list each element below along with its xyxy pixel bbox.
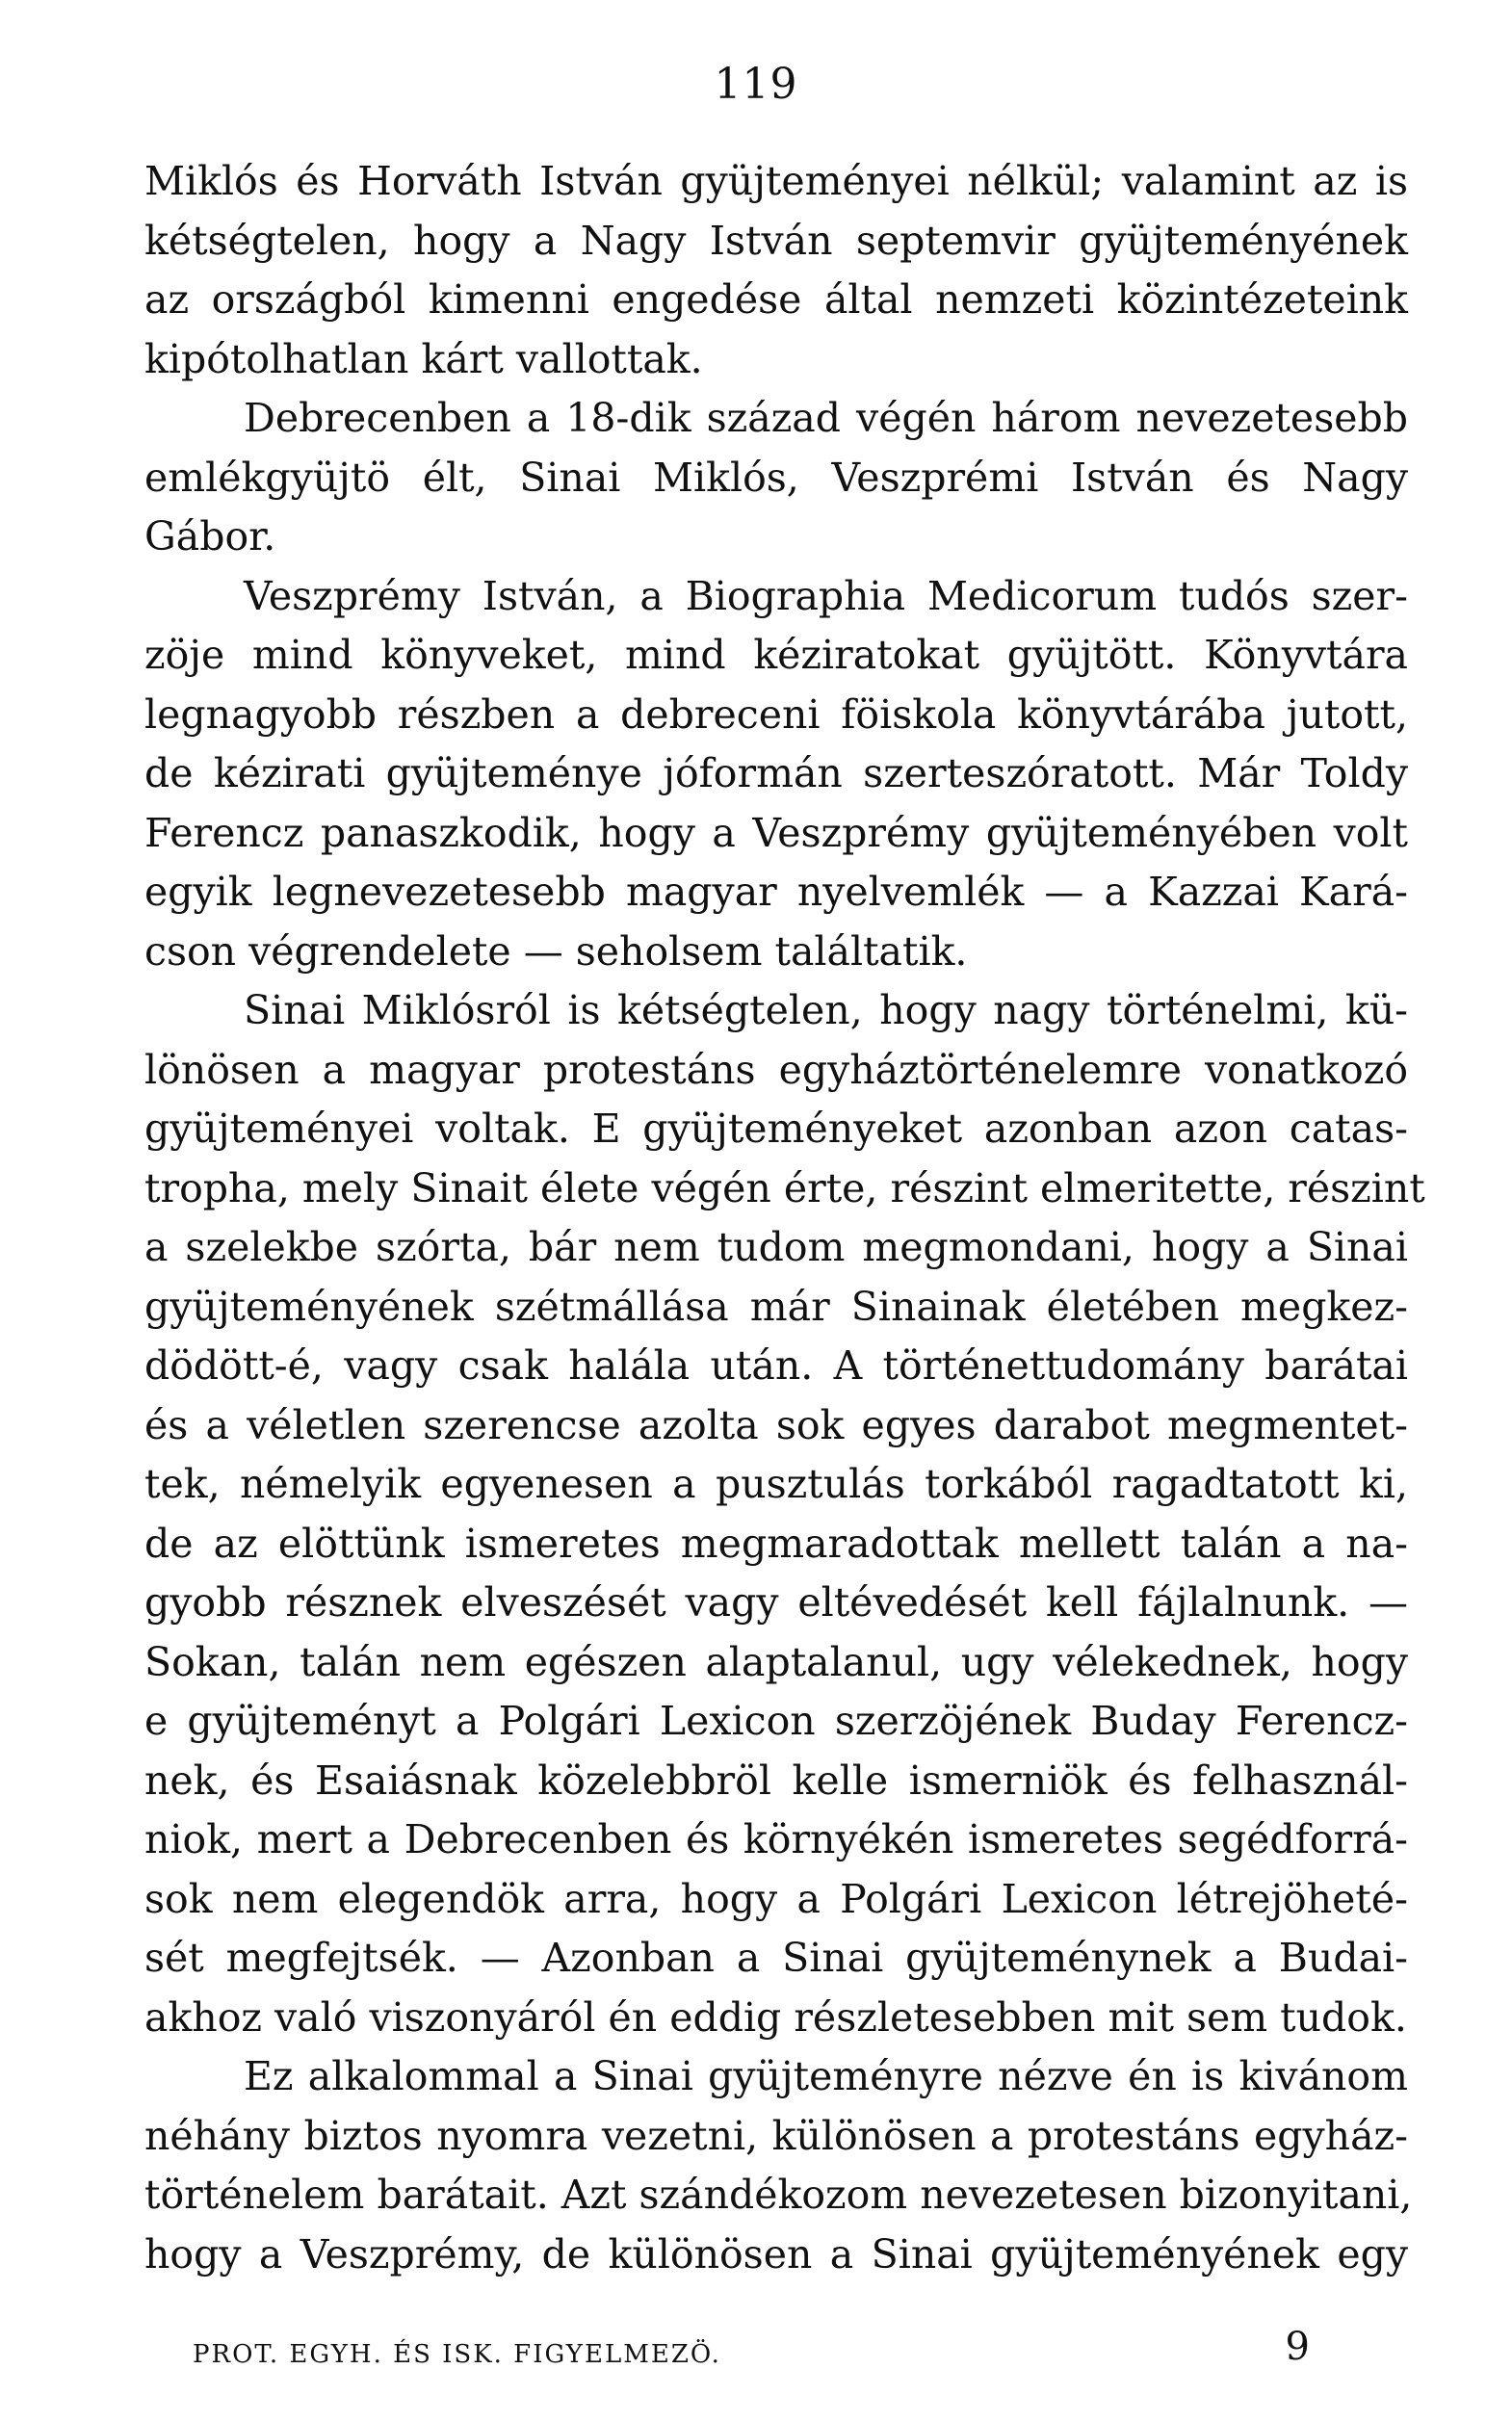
text-line: emlékgyüjtö élt, Sinai Miklós, Veszprémi István és Nagy (144, 454, 1408, 501)
text-line: tropha, mely Sinait élete végén érte, részint elmeritette, részint (144, 1164, 1425, 1211)
text-line: lönösen a magyar protestáns egyháztörténelemre vonatkozó (144, 1046, 1408, 1093)
text-line: tek, némelyik egyenesen a pusztulás torkából ragadtatott ki, (144, 1461, 1408, 1507)
signature-number: 9 (1285, 2325, 1310, 2369)
text-line: Sokan, talán nem egészen alaptalanul, ugy vélekednek, hogy (144, 1638, 1408, 1685)
body-text (144, 152, 1425, 2284)
text-line: sét megfejtsék. — Azonban a Sinai gyüjteménynek a Budai- (144, 1935, 1408, 1981)
text-line: de az elöttünk ismeretes megmaradottak mellett talán a na- (144, 1520, 1408, 1567)
text-line: e gyüjteményt a Polgári Lexicon szerzöjének Buday Ferencz- (144, 1698, 1408, 1744)
text-line: akhoz való viszonyáról én eddig részletesebben mit sem tudok. (144, 1993, 1407, 2041)
page-footer (193, 2323, 1310, 2381)
text-line: kétségtelen, hogy a Nagy István septemvir gyüjteményének (144, 217, 1408, 264)
text-line: legnagyobb részben a debreceni föiskola könyvtárába jutott, (144, 690, 1408, 738)
text-line: zöje mind könyveket, mind kéziratokat gyüjtött. Könyvtára (144, 632, 1408, 678)
text-line: néhány biztos nyomra vezetni, különösen a protestáns egyház- (144, 2112, 1408, 2159)
text-line: történelem barátait. Azt szándékozom nevezetesen bizonyitani, (144, 2172, 1413, 2218)
text-line: Ez alkalommal a Sinai gyüjteményre nézve én is kivánom (244, 2053, 1408, 2099)
text-line: Ferencz panaszkodik, hogy a Veszprémy gyüjteményében volt (144, 809, 1408, 856)
text-line: Gábor. (144, 513, 276, 560)
text-line: de kézirati gyüjteménye jóformán szerteszóratott. Már Toldy (144, 750, 1408, 796)
text-line: sok nem elegendök arra, hogy a Polgári Lexicon létrejöheté- (144, 1875, 1408, 1922)
text-line: és a véletlen szerencse azolta sok egyes darabot megmentet- (144, 1401, 1408, 1448)
text-line: kipótolhatlan kárt vallottak. (144, 335, 703, 382)
text-line: gyüjteményének szétmállása már Sinainak életében megkez- (144, 1283, 1408, 1330)
text-line: hogy a Veszprémy, de különösen a Sinai gyüjteményének egy (144, 2230, 1408, 2278)
text-line: Miklós és Horváth István gyüjteményei nélkül; valamint az is (144, 158, 1408, 204)
text-line: Veszprémy István, a Biographia Medicorum tudós szer- (244, 572, 1408, 619)
text-line: nek, és Esaiásnak közelebbröl kelle ismerniök és felhasznál- (144, 1757, 1408, 1804)
text-line: gyüjteményei voltak. E gyüjteményeket azonban azon catas- (144, 1106, 1408, 1152)
text-line: az országból kimenni engedése által nemzeti közintézeteink (144, 276, 1408, 323)
text-line: Sinai Miklósról is kétségtelen, hogy nagy történelmi, kü- (244, 987, 1408, 1033)
text-line: niok, mert a Debrecenben és környékén ismeretes segédforrá- (144, 1816, 1408, 1862)
text-line: a szelekbe szórta, bár nem tudom megmondani, hogy a Sinai (144, 1224, 1408, 1270)
footer-signature: PROT. EGYH. ÉS ISK. FIGYELMEZÖ. (193, 2340, 721, 2369)
page-number: 119 (714, 60, 798, 109)
text-line: egyik legnevezetesebb magyar nyelvemlék — a Kazzai Kará- (144, 869, 1408, 915)
text-line: cson végrendelete — seholsem találtatik. (144, 927, 968, 975)
text-line: gyobb résznek elveszését vagy eltévedését kell fájlalnunk. — (144, 1579, 1408, 1626)
text-line: dödött-é, vagy csak halála után. A történettudomány barátai (144, 1342, 1408, 1389)
text-line: Debrecenben a 18-dik század végén három nevezetesebb (244, 395, 1408, 441)
